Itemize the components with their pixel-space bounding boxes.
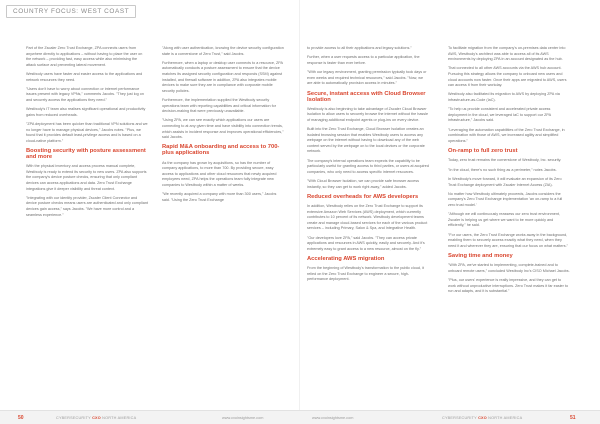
footer-url-left: www.cxoinsightsme.com — [222, 415, 264, 420]
body-paragraph: No matter how Westbody ultimately proceeds, Jacobs considers the company's Zero Trust Exchange implementation 'an on-ramp to a full zero trust model.' — [448, 191, 563, 207]
body-paragraph: That connected to all other AWS accounts via the AWS hub account. Pursuing this strategy allows the company to onboard new users and cloud accounts now faster. Once their apps are migrated to AWS, users can access it from their workday. — [448, 66, 567, 88]
body-paragraph: Further, when a user requests access to a particular application, the response is faster than ever before. — [307, 55, 420, 65]
article-column-1 — [26, 46, 148, 222]
body-paragraph: "To help us provide consistent and accelerated private access deployment in the cloud, we leveraged IaC to support our ZPA infrastructure," Jacobs said. — [448, 107, 551, 123]
mag-suffix: NORTH AMERICA — [488, 415, 523, 420]
section-heading: Accelerating AWS migration — [307, 256, 385, 263]
body-paragraph: Today, zero trust remains the cornerstone of Westbody, Inc. security. — [448, 158, 562, 163]
body-paragraph: As the company has grown by acquisitions, so has the number of company applications, to more than 700. By providing secure, easy access to applications and other cloud resources that newly acquired employees need, ZPA helps the operations team fully integrate new companies to Westbody within a matter of weeks. — [162, 160, 277, 187]
mag-prefix: CYBERSECURITY — [56, 415, 91, 420]
section-heading: Boosting security with posture assessment and more — [26, 148, 146, 161]
mag-suffix: NORTH AMERICA — [102, 415, 137, 420]
section-heading: Secure, instant access with Cloud Browser Isolation — [307, 90, 426, 103]
article-column-3 — [307, 46, 429, 287]
page-number-right: 51 — [570, 415, 576, 421]
body-paragraph: To facilitate migration from the company's on-premises data center into AWS, Westbody's architect was able to access all of its AWS environments by deploying ZPA in an account designated as the hub. — [448, 46, 566, 62]
body-paragraph: to provide access to all their applications and legacy solutions." — [307, 46, 412, 50]
body-paragraph: "Using ZPA, we can see exactly which applications our users are connecting to at any given time and have visibility into connection trends, which assists in incident response and improves operational efficiencies," said Jacobs. — [162, 118, 284, 140]
body-paragraph: Westbody also facilitated its migration to AWS by deploying ZPA via infrastructure-as-Code (IaC). — [448, 92, 560, 102]
page-number-left: 50 — [18, 415, 24, 421]
mag-brand: CXO — [478, 415, 487, 420]
right-page — [300, 0, 600, 424]
footer-url-right: www.cxoinsightsme.com — [312, 415, 354, 420]
body-paragraph: With the physical inventory and access process manual complete, Westbody is ready to extend its security to new users. ZPA also supports the company's device posture checks, ensuring that only compliant devices can access applications and data. Zero Trust Exchange integrations give it deeper visibility and threat context. — [26, 164, 147, 191]
body-paragraph: Built into the Zero Trust Exchange, Cloud Browser Isolation creates an isolated browsing session that enables Westbody users to access any webpage on the internet without having to download any of the web content served by the webpage on to the local devices or the corporate network. — [307, 127, 425, 154]
magazine-name-left — [56, 416, 136, 420]
magazine-name-right — [442, 416, 522, 420]
body-paragraph: "We recently acquired a company with more than 300 users," Jacobs said. "Using the Zero Trust Exchange — [162, 192, 277, 202]
body-paragraph: Westbody's IT team also realises significant operational and productivity gains from reduced overheads. — [26, 107, 146, 117]
body-paragraph: "Although we will continuously reassess our zero trust environment, Zscaler is helping us get where we want to be more quickly and efficiently," he said. — [448, 212, 561, 228]
mag-prefix: CYBERSECURITY — [442, 415, 477, 420]
body-paragraph: "ZPA deployment has been quicker than traditional VPN solutions and we no longer have to manage physical devices," Jacobs notes. "Plus, we found that it provides default least-privilege access and is based on a cloud-native platform." — [26, 122, 148, 143]
article-column-2 — [162, 46, 284, 207]
body-paragraph: In addition, Westbody relies on the Zero Trust Exchange to support its extensive Amazon Web Services (AWS) deployment, which currently contributes to 10 percent of its network. Westbody development teams create and manage cloud-based services for each of the various product services – including Primary, Salon & Spa, and Integrative Health. — [307, 204, 428, 231]
article-column-4 — [448, 46, 570, 299]
body-paragraph: Westbody users have faster and easier access to the applications and network resources they need. — [26, 71, 143, 82]
body-paragraph: "Leveraging the automation capabilities of the Zero Trust Exchange, in combination with those of AWS, we increased agility and simplified operations." — [448, 127, 565, 143]
section-heading: Reduced overheads for AWS developers — [307, 194, 419, 201]
body-paragraph: Furthermore, the implementation supplied the Westbody security operations team with reporting capabilities and critical information for decision-making that were previously unavailable. — [162, 97, 277, 114]
body-paragraph: "With ZPA, we've started to implementing, complete-trained and to onboard remote users," concluded Westbody Inc's CISO Michael Jacobs. — [448, 263, 570, 273]
body-paragraph: Part of the Zscaler Zero Trust Exchange, ZPA connects users from anywhere directly to applications – without having to place the user on the network – providing fast, easy access while also minimising the attack surface and preventing lateral movement. — [26, 46, 143, 67]
body-paragraph: From the beginning of Westbody's transformation to the public cloud, it relied on the Zero Trust Exchange to engineer a secure, high-performance deployment. — [307, 266, 424, 282]
body-paragraph: The company's internal operations team expects the capability to be particularly useful for granting access to third parties, or users at acquired companies, who only need to access specific internet resources. — [307, 158, 429, 174]
body-paragraph: "For our users, the Zero Trust Exchange works away in the background, enabling them to securely access exactly what they need, when they need it and wherever they are, ensuring that our focus on what matters." — [448, 232, 568, 248]
body-paragraph: "Our developers love ZPA," said Jacobs. "They can access private applications and resources in AWS quickly, easily and securely. And it's extremely easy to grant access to a new resource, almost on the fly." — [307, 235, 425, 251]
body-paragraph: "With Cloud Browser Isolation, we can provide safe browser access instantly, so they can get to work right away," added Jacobs. — [307, 179, 420, 189]
body-paragraph: "Along with user authentication, knowing the device security configuration state is a cornerstone of Zero Trust," said Jacobs. — [162, 46, 284, 56]
body-paragraph: "With our legacy environment, granting permission typically took days or even weeks and required technical resources," said Jacobs. "Now, we are able to automatically provision access in minutes." — [307, 70, 427, 86]
body-paragraph: Furthermore, when a laptop or desktop user connects to a resource, ZPA automatically conducts a posture assessment to ensure that the device matches its assigned security configuration and responds (SSM) against installed, and firewall software in addition, ZPA also integrates mobile devices to make sure they are in compliance with corporate mobile security policies. — [162, 60, 283, 93]
body-paragraph: "Plus, our users' experience is really impressive, and they can get to work without unproductive interruptions. Zero Trust makes it far easier to run and adapts, and it is substantial." — [448, 278, 569, 294]
section-heading: Saving time and money — [448, 253, 513, 260]
page-footer — [0, 410, 600, 424]
body-paragraph: "Users don't have to worry about connection or internet performance issues present with legacy VPNs," comments Jacobs. "They just log on and securely access the applications they need." — [26, 86, 144, 102]
body-paragraph: In Westbody's move forward, it will evaluate an expansion of its Zero Trust Exchange deployment with Zscaler Internet Access (ZIA). — [448, 176, 562, 187]
section-heading: Rapid M&A onboarding and access to 700-plus applications — [162, 144, 280, 157]
mag-brand: CXO — [92, 415, 101, 420]
section-tab: COUNTRY FOCUS: WEST COAST — [6, 5, 136, 18]
body-paragraph: Westbody is also beginning to take advantage of Zscaler Cloud Browser Isolation to allow users to securely browse the internet without the hassle of managing additional endpoint agents or plug-ins on every device. — [307, 106, 429, 122]
section-heading: On-ramp to full zero trust — [448, 148, 518, 155]
body-paragraph: "Integrating with our identity provider, Zscaler Client Connector and device posture checks means users are authenticated and only compliant devices gain access," says Jacobs. "We have more control and a seamless experience." — [26, 195, 148, 217]
body-paragraph: "In the cloud, there's no such thing as a perimeter," notes Jacobs. — [448, 167, 557, 172]
